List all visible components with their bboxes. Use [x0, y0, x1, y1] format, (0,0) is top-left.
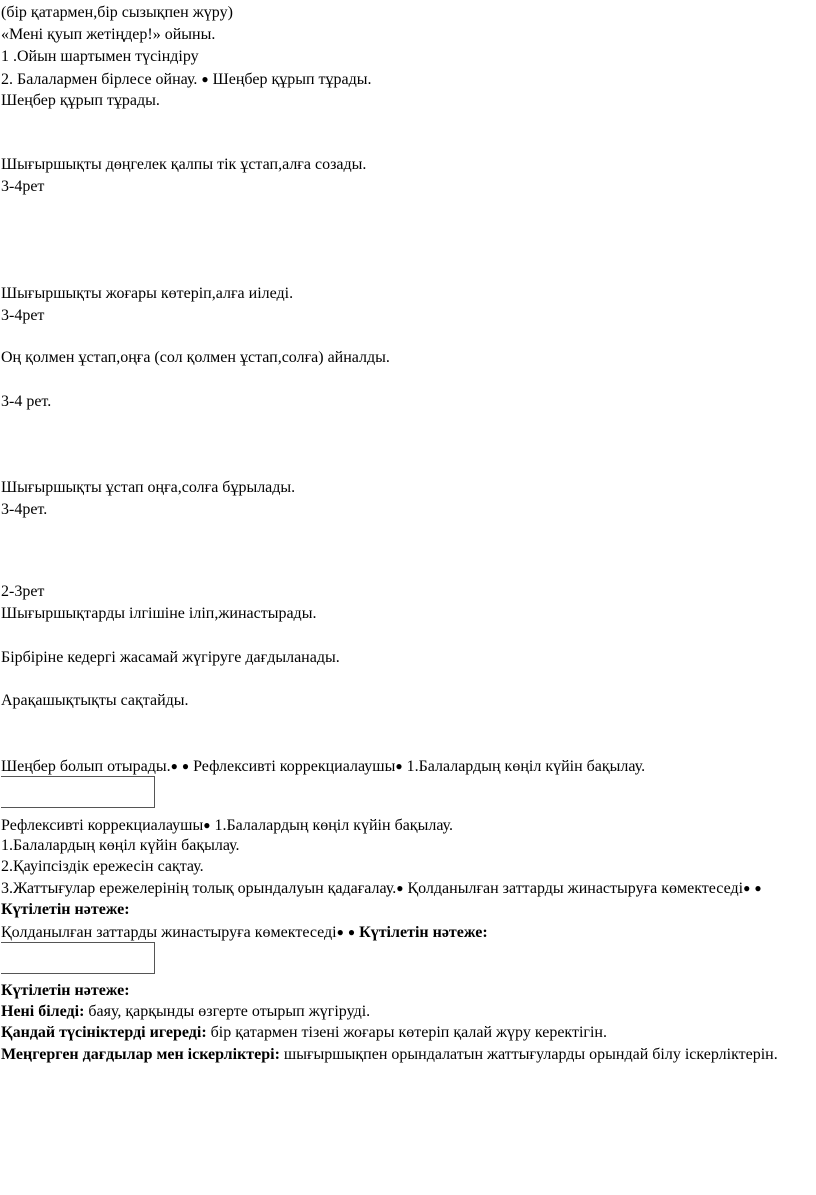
bullet-icon: ●	[396, 881, 404, 895]
line-keep-distance: Арақашықтықты сақтайды.	[1, 692, 189, 709]
line-exercise-3: Оң қолмен ұстап,оңға (сол қолмен ұстап,солға) айналды.	[1, 349, 390, 366]
line-walking-note: (бір қатармен,бір сызықпен жүру)	[1, 4, 233, 21]
line-run-skill: Бірбіріне кедергі жасамай жүгіруге дағдыланады.	[1, 649, 340, 666]
line-mood-check: 1.Балалардың көңіл күйін бақылау.	[1, 837, 240, 854]
concepts-text: бір қатармен тізені жоғары көтеріп қалай жүру керектігін.	[206, 1024, 607, 1041]
concepts-label: Қандай түсініктерді игереді:	[1, 1024, 207, 1041]
expected-result-label: Күтілетін нәтеже:	[359, 924, 488, 941]
empty-box	[1, 942, 155, 974]
skills-text: шығыршықпен орындалатын жаттығуларды орындай білу іскерліктерін.	[279, 1046, 778, 1063]
step-2-text: 2. Балалармен бірлесе ойнау.	[1, 71, 198, 88]
reflexive-label: Рефлексивті коррекциалаушы	[193, 758, 396, 775]
mood-check-text: 1.Балалардың көңіл күйін бақылау.	[214, 817, 453, 834]
bullet-icon: ●	[203, 818, 211, 832]
skills-label: Меңгерген дағдылар мен іскерліктері:	[1, 1046, 280, 1063]
mood-check-text: 1.Балалардың көңіл күйін бақылау.	[406, 758, 646, 775]
line-game-title: «Мені қуып жетіңдер!» ойыны.	[1, 26, 216, 43]
line-repeat-3: 3-4 рет.	[1, 393, 52, 410]
line-circle: Шеңбер құрып тұрады.	[1, 92, 160, 109]
line-repeat-2: 3-4рет	[1, 307, 45, 324]
step-2-circle-text: Шеңбер құрып тұрады.	[212, 71, 372, 88]
bullet-icon: ●	[170, 759, 178, 773]
reflexive-label: Рефлексивті коррекциалаушы	[1, 817, 204, 834]
bullet-icon: ●	[201, 72, 209, 86]
line-rules-control	[1, 878, 806, 920]
knows-label: Нені біледі:	[1, 1003, 85, 1020]
line-knows	[1, 1002, 370, 1022]
expected-result-label: Күтілетін нәтеже:	[1, 901, 130, 918]
bullet-icon: ●	[743, 881, 751, 895]
line-sit-circle	[1, 756, 645, 777]
cleanup-text: Қолданылған заттарды жинастыруға көмектеседі	[1, 924, 337, 941]
empty-box	[1, 776, 155, 808]
line-exercise-4: Шығыршықты ұстап оңға,солға бұрылады.	[1, 479, 296, 496]
expected-result-heading: Күтілетін нәтеже:	[1, 982, 130, 999]
rules-text: 3.Жаттығулар ережелерінің толық орындалуын қадағалау.	[1, 880, 397, 897]
bullet-icon: ●	[181, 759, 190, 773]
line-repeat-4: 3-4рет.	[1, 501, 48, 518]
cleanup-text: Қолданылған заттарды жинастыруға көмектеседі	[407, 880, 744, 897]
line-cleanup	[1, 922, 488, 943]
bullet-icon: ●	[754, 881, 762, 895]
line-reflexive	[1, 815, 453, 836]
bullet-icon: ●	[347, 925, 356, 939]
sit-circle-text: Шеңбер болып отырады.	[1, 758, 171, 775]
line-step-1: 1 .Ойын шартымен түсіндіру	[1, 48, 199, 65]
line-exercise-1: Шығыршықты дөңгелек қалпы тік ұстап,алға созады.	[1, 156, 367, 173]
bullet-icon: ●	[336, 925, 344, 939]
line-concepts	[1, 1023, 607, 1043]
line-safety: 2.Қауіпсіздік ережесін сақтау.	[1, 858, 204, 875]
line-repeat-5: 2-3рет	[1, 583, 45, 600]
line-exercise-2: Шығыршықты жоғары көтеріп,алға иіледі.	[1, 285, 294, 302]
line-skills	[1, 1044, 806, 1065]
line-repeat-1: 3-4рет	[1, 178, 45, 195]
bullet-icon: ●	[395, 759, 403, 773]
line-hang-hoops: Шығыршықтарды ілгішіне іліп,жинастырады.	[1, 605, 317, 622]
line-step-2	[1, 69, 372, 90]
knows-text: баяу, қарқынды өзгерте отырып жүгіруді.	[84, 1003, 371, 1020]
